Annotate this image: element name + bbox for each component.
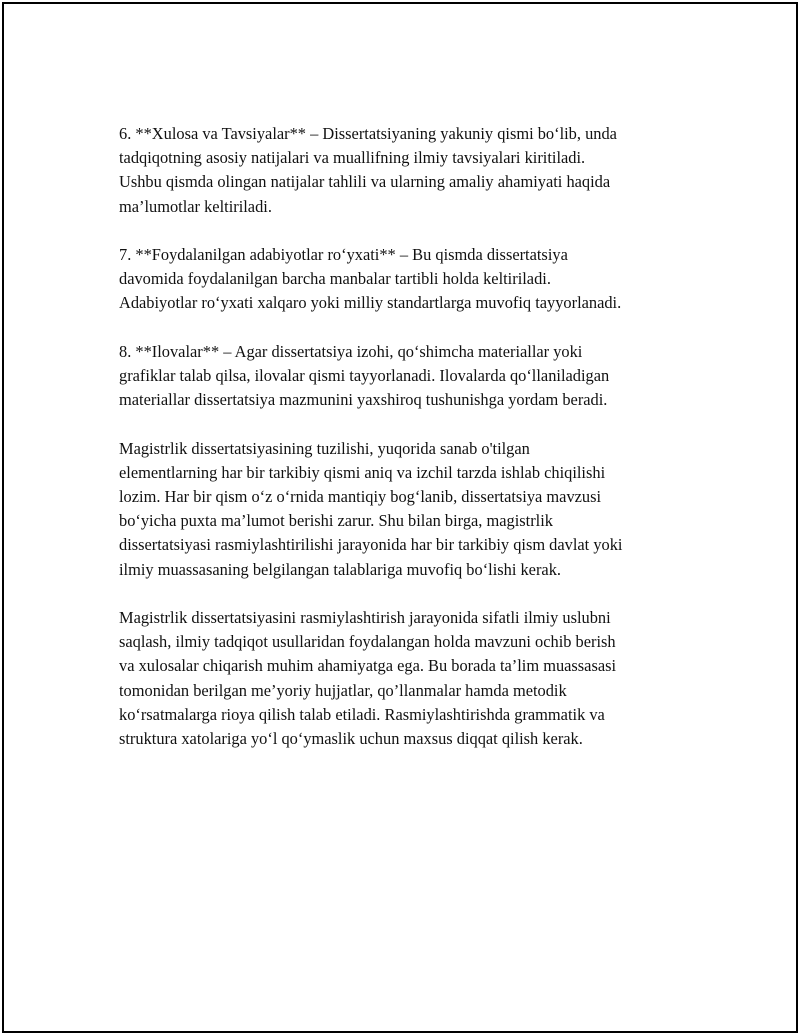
- paragraph-tuzilishi: [119, 437, 709, 582]
- paragraph-adabiyotlar: [119, 243, 709, 316]
- text-line: lozim. Har bir qism o‘z o‘rnida mantiqiy bog‘lanib, dissertatsiya mavzusi: [119, 487, 602, 506]
- text-line: 6. **Xulosa va Tavsiyalar** – Dissertatsiyaning yakuniy qismi bo‘lib, unda: [119, 124, 617, 143]
- text-line: Magistrlik dissertatsiyasining tuzilishi, yuqorida sanab o'tilgan: [119, 438, 530, 458]
- text-line: ko‘rsatmalarga rioya qilish talab etiladi. Rasmiylashtirishda grammatik va: [119, 704, 605, 724]
- text-line: elementlarning har bir tarkibiy qismi aniq va izchil tarzda ishlab chiqilishi: [119, 462, 606, 482]
- text-line: grafiklar talab qilsa, ilovalar qismi tayyorlanadi. Ilovalarda qo‘llaniladigan: [119, 366, 610, 385]
- text-line: struktura xatolariga yo‘l qo‘ymaslik uchun maxsus diqqat qilish kerak.: [119, 729, 583, 749]
- paragraph-xulosa: [119, 122, 709, 219]
- text-line: bo‘yicha puxta ma’lumot berishi zarur. Shu bilan birga, magistrlik: [119, 511, 553, 531]
- text-line: ma’lumotlar keltiriladi.: [119, 196, 272, 216]
- text-line: tadqiqotning asosiy natijalari va muallifning ilmiy tavsiyalari kiritiladi.: [119, 148, 586, 168]
- text-line: Adabiyotlar ro‘yxati xalqaro yoki milliy standartlarga muvofiq tayyorlanadi.: [119, 293, 622, 313]
- text-line: materiallar dissertatsiya mazmunini yaxshiroq tushunishga yordam beradi.: [119, 390, 608, 410]
- text-line: 8. **Ilovalar** – Agar dissertatsiya izohi, qo‘shimcha materiallar yoki: [119, 341, 583, 361]
- paragraph-ilovalar: [119, 340, 709, 413]
- text-line: davomida foydalanilgan barcha manbalar tartibli holda keltiriladi.: [119, 269, 551, 289]
- text-line: Ushbu qismda olingan natijalar tahlili va ularning amaliy ahamiyati haqida: [119, 172, 611, 192]
- text-line: dissertatsiyasi rasmiylashtirilishi jarayonida har bir tarkibiy qism davlat yoki: [119, 535, 623, 555]
- text-line: tomonidan berilgan me’yoriy hujjatlar, qo’llanmalar hamda metodik: [119, 680, 567, 700]
- text-line: va xulosalar chiqarish muhim ahamiyatga ega. Bu borada ta’lim muassasasi: [119, 656, 617, 676]
- text-line: 7. **Foydalanilgan adabiyotlar ro‘yxati** – Bu qismda dissertatsiya: [119, 245, 568, 264]
- text-line: Magistrlik dissertatsiyasini rasmiylashtirish jarayonida sifatli ilmiy uslubni: [119, 608, 611, 627]
- text-line: ilmiy muassasaning belgilangan talablariga muvofiq bo‘lishi kerak.: [119, 559, 561, 579]
- document-body: [119, 122, 709, 751]
- text-line: saqlash, ilmiy tadqiqot usullaridan foydalangan holda mavzuni ochib berish: [119, 632, 616, 652]
- document-page: [2, 2, 798, 1033]
- paragraph-rasmiylashtirish: [119, 606, 709, 751]
